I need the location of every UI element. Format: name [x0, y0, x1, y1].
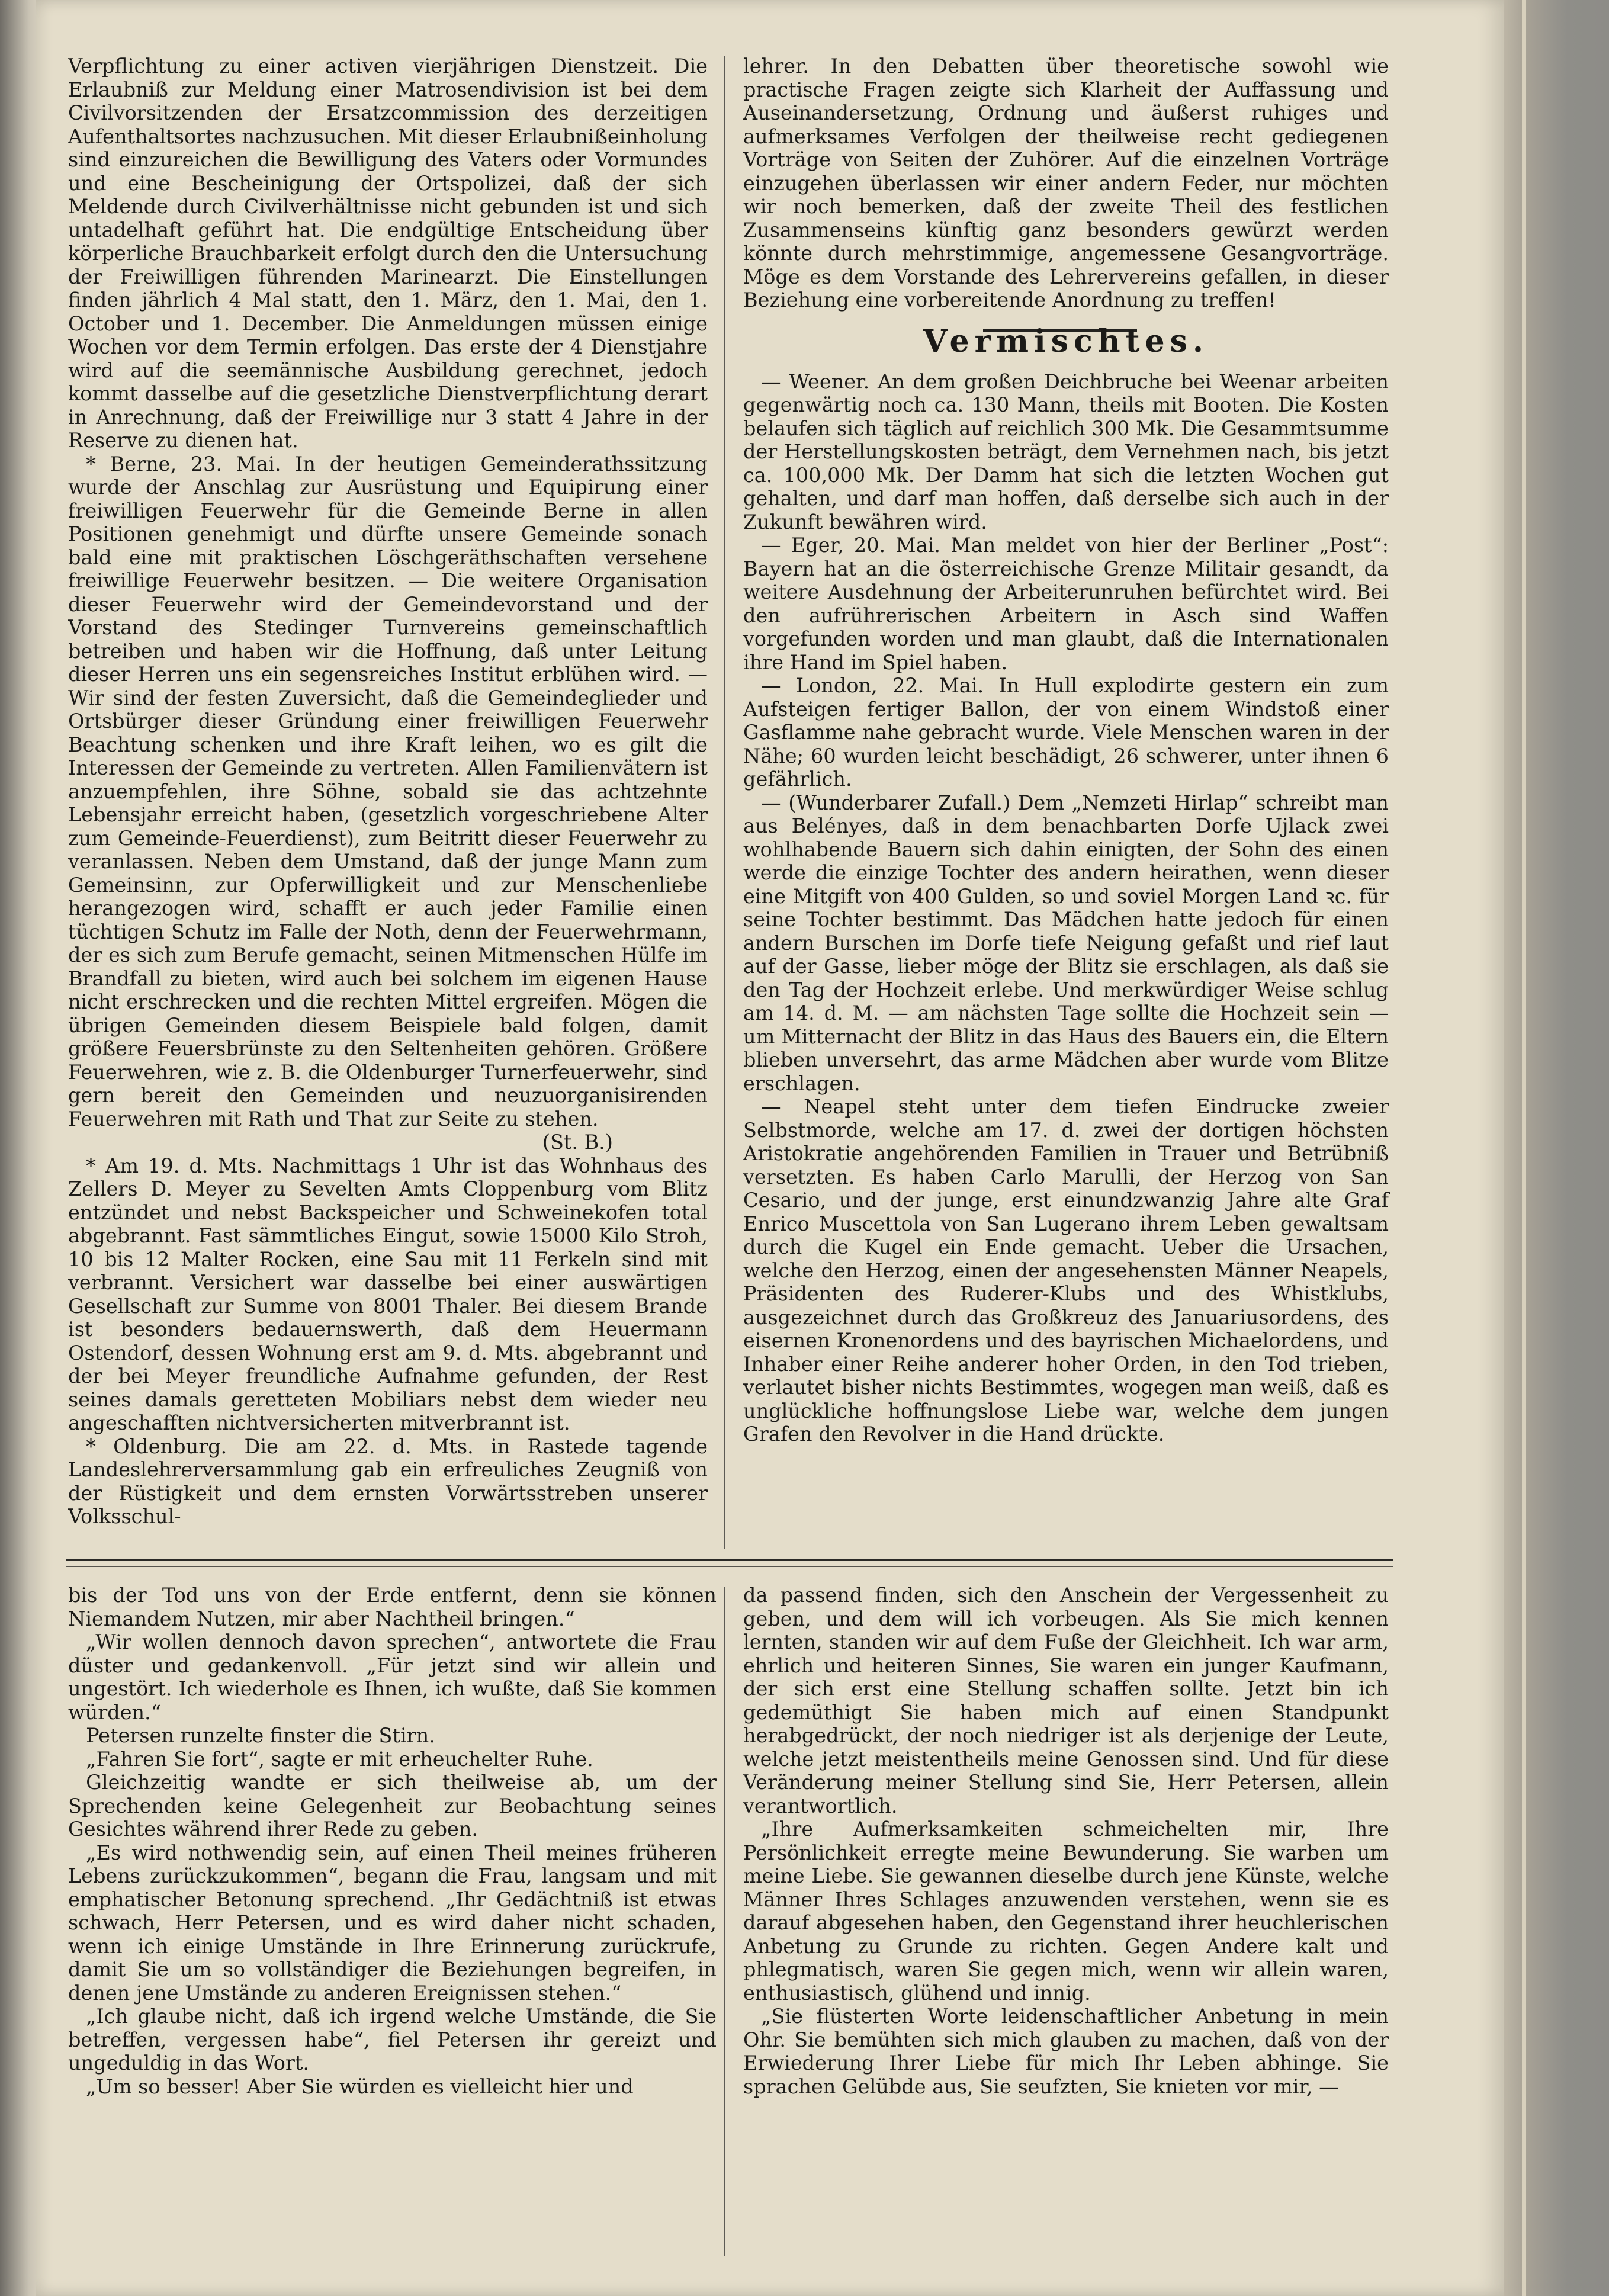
article-paragraph: lehrer. In den Debatten über theoretische sowohl wie practische Fragen zeigte sich Klarheit der Auffassung und Auseinandersetzung, Ordnung und äußerst ruhiges und aufmerksames Verfolgen der theilweise recht gediegenen Vorträge von Seiten der Zuhörer. Auf die einzelnen Vorträge einzugehen überlassen wir einer andern Feder, nur möchten wir noch bemerken, daß der zweite Theil des festlichen Zusammenseins künftig ganz besonders gewürzt werden könnte durch mehrstimmige, angemessene Gesangvorträge. Möge es dem Vorstande des Lehrervereins gefallen, in dieser Beziehung eine vorbereitende Anordnung zu treffen! — [743, 54, 1389, 312]
article-eger: — Eger, 20. Mai. Man meldet von hier der Berliner „Post“: Bayern hat an die österreichische Grenze Militair gesandt, da weitere Ausdehnung der Arbeiterunruhen befürchtet wird. Bei den aufrührerischen Arbeitern in Asch sind Waffen vorgefunden worden und man glaubt, daß die Internationalen ihre Hand im Spiel haben. — [743, 534, 1389, 674]
story-paragraph: „Sie flüsterten Worte leidenschaftlicher Anbetung in mein Ohr. Sie bemühten sich mich glauben zu machen, daß von der Erwiederung Ihrer Liebe für mich Ihr Leben abhinge. Sie sprachen Gelübde aus, Sie seufzten, Sie knieten vor mir, — — [743, 2005, 1389, 2098]
story-paragraph: „Um so besser! Aber Sie würden es vielleicht hier und — [86, 2075, 634, 2098]
article-neapel: — Neapel steht unter dem tiefen Eindrucke zweier Selbstmorde, welche am 17. d. zwei der dortigen höchsten Aristokratie angehörenden Familien in Trauer und Betrübniß versetzten. Es haben Carlo Marulli, der Herzog von San Cesario, und der junge, erst einundzwanzig Jahre alte Graf Enrico Muscettola von San Lugerano ihrem Leben gewaltsam durch die Kugel ein Ende gemacht. Ueber die Ursachen, welche den Herzog, einen der angesehensten Männer Neapels, Präsidenten des Ruderer-Klubs und des Whistklubs, ausgezeichnet durch das Großkreuz des Januariusordens, des eisernen Kronenordens und des bayrischen Michaelordens, und Inhaber einer Reihe anderer hoher Orden, in den Tod trieben, verlautet bisher nichts Bestimmtes, wogegen man weiß, daß es unglückliche hoffnungslose Liebe war, welche dem jungen Grafen den Revolver in die Hand drückte. — [743, 1095, 1389, 1446]
story-paragraph: „Fahren Sie fort“, sagte er mit erheuchelter Ruhe. — [86, 1747, 593, 1771]
article-weener: — Weener. An dem großen Deichbruche bei Weenar arbeiten gegenwärtig noch ca. 130 Mann, theils mit Booten. Die Kosten belaufen sich täglich auf reichlich 300 Mk. Die Gesammtsumme der Herstellungskosten beträgt, dem Vernehmen nach, bis jetzt ca. 100,000 Mk. Der Damm hat sich die letzten Wochen gut gehalten, und darf man hoffen, daß derselbe sich auch in der Zukunft bewähren wird. — [743, 370, 1389, 534]
story-paragraph: „Ihre Aufmerksamkeiten schmeichelten mir, Ihre Persönlichkeit erregte meine Bewunderung. Sie warben um meine Liebe. Sie gewannen dieselbe durch jene Künste, welche Männer Ihres Schlages anzuwenden verstehen, wenn sie es darauf abgesehen haben, den Gegenstand ihrer heuchlerischen Anbetung zu Grunde zu richten. Gegen Andere kalt und phlegmatisch, waren Sie gegen mich, wenn wir allein waren, enthusiastisch, glühend und innig. — [743, 1817, 1389, 2005]
article-oldenburg: * Oldenburg. Die am 22. d. Mts. in Rastede tagende Landeslehrerversammlung gab ein erfreuliches Zeugniß von der Rüstigkeit und dem ernsten Vorwärtsstreben unserer Volksschul- — [68, 1434, 708, 1528]
page-fold-line — [1522, 0, 1526, 2296]
article-wunderbarer-zufall: — (Wunderbarer Zufall.) Dem „Nemzeti Hirlap“ schreibt man aus Belényes, daß in dem benachbarten Dorfe Ujlack zwei wohlhabende Bauern sich dahin einigten, der Sohn des einen werde die einzige Tochter des andern heirathen, wenn dieser eine Mitgift von 400 Gulden, so und soviel Morgen Land ꝛc. für seine Tochter bestimmt. Das Mädchen hatte jedoch für einen andern Burschen im Dorfe tiefe Neigung gefaßt und rief laut auf der Gasse, lieber möge der Blitz sie erschlagen, als daß sie den Tag der Hochzeit erlebe. Und merkwürdiger Weise schlug am 14. d. M. — am nächsten Tage sollte die Hochzeit sein — um Mitternacht der Blitz in das Haus des Bauers ein, die Eltern blieben unversehrt, das arme Mädchen aber wurde vom Blitze erschlagen. — [743, 791, 1389, 1095]
article-cloppenburg: * Am 19. d. Mts. Nachmittags 1 Uhr ist das Wohnhaus des Zellers D. Meyer zu Sevelten Amts Cloppenburg vom Blitz entzündet und nebst Backspeicher und Schweinekofen total abgebrannt. Fast sämmtliches Eingut, sowie 15000 Kilo Stroh, 10 bis 12 Malter Rocken, eine Sau mit 11 Ferkeln sind mit verbrannt. Versichert war dasselbe bei einer auswärtigen Gesellschaft zur Summe von 8001 Thaler. Bei diesem Brande ist besonders bedauernswerth, daß dem Heuermann Ostendorf, dessen Wohnung erst am 9. d. Mts. abgebrannt und der bei Meyer freundliche Aufnahme gefunden, der Rest seines damals geretteten Mobiliars nebst dem wieder neu angeschafften nichtversicherten mitverbrannt ist. — [68, 1154, 708, 1434]
page-stack-edge — [1504, 0, 1609, 2296]
story-paragraph: „Es wird nothwendig sein, auf einen Theil meines früheren Lebens zurückzukommen“, begann die Frau, langsam und mit emphatischer Betonung sprechend. „Ihr Gedächtniß ist etwas schwach, Herr Petersen, und es wird daher nicht schaden, wenn ich einige Umstände in Ihre Erinnerung zurückrufe, damit Sie um so vollständiger die Beziehungen begreifen, in denen jene Umstände zu anderen Ereignissen stehen.“ — [68, 1841, 717, 2005]
story-paragraph: „Wir wollen dennoch davon sprechen“, antwortete die Frau düster und gedankenvoll. „Für jetzt sind wir allein und ungestört. Ich wiederhole es Ihnen, ich wußte, daß Sie kommen würden.“ — [68, 1630, 717, 1724]
article-london: — London, 22. Mai. In Hull explodirte gestern ein zum Aufsteigen fertiger Ballon, der von einem Windstoß einer Gasflamme nahe gebracht wurde. Viele Menschen waren in der Nähe; 60 wurden leicht beschädigt, 26 schwerer, unter ihnen 6 gefährlich. — [743, 674, 1389, 791]
feuilleton-column-right — [743, 1584, 1389, 2098]
article-berne: * Berne, 23. Mai. In der heutigen Gemeinderathssitzung wurde der Anschlag zur Ausrüstung und Equipirung einer freiwilligen Feuerwehr für die Gemeinde Berne in allen Positionen genehmigt und dürfte unsere Gemeinde sonach bald eine mit praktischen Löschgeräthschaften versehene freiwillige Feuerwehr besitzen. — Die weitere Organisation dieser Feuerwehr wird der Gemeindevorstand und der Vorstand des Stedinger Turnvereins gemeinschaftlich betreiben und haben wir die Hoffnung, daß unter Leitung dieser Herren uns ein segensreiches Institut erblühen wird. — Wir sind der festen Zuversicht, daß die Gemeindeglieder und Ortsbürger dieser Gründung einer freiwilligen Feuerwehr Beachtung schenken und ihre Kraft leihen, wo es gilt die Interessen der Gemeinde zu vertreten. Allen Familienvätern ist anzuempfehlen, ihre Söhne, sobald sie das achtzehnte Lebensjahr erreicht haben, (gesetzlich vorgeschriebene Alter zum Gemeinde-Feuerdienst), zum Beitritt dieser Feuerwehr zu veranlassen. Neben dem Umstand, daß der junge Mann zum Gemeinsinn, zur Opferwilligkeit und zur Menschenliebe herangezogen wird, schafft er auch jeder Familie einen tüchtigen Schutz im Falle der Noth, denn der Feuerwehrmann, der es sich zum Berufe gemacht, seinen Mitmenschen Hülfe im Brandfall zu bieten, wird auch bei solchem im eigenen Hause nicht erschrecken und die rechten Mittel ergreifen. Mögen die übrigen Gemeinden diesem Beispiele bald folgen, damit größere Feuersbrünste zu den Seltenheiten gehören. Größere Feuerwehren, wie z. B. die Oldenburger Turnerfeuerwehr, sind gern bereit den Gemeinden und neuzuorganisirenden Feuerwehren mit Rath und That zur Seite zu stehen. — [68, 452, 708, 1131]
section-heading-vermischtes: Vermischtes. — [923, 323, 1209, 359]
feuilleton-rule — [66, 1559, 1393, 1561]
feuilleton-column-left — [68, 1584, 717, 2098]
story-paragraph: „Ich glaube nicht, daß ich irgend welche Umstände, die Sie betreffen, vergessen habe“, fiel Petersen ihr gereizt und ungeduldig in das Wort. — [68, 2005, 717, 2075]
article-paragraph: Verpflichtung zu einer activen vierjährigen Dienstzeit. Die Erlaubniß zur Meldung einer Matrosendivision ist bei dem Civilvorsitzenden der Ersatzcommission des derzeitigen Aufenthaltsortes nachzusuchen. Mit dieser Erlaubnißeinholung sind einzureichen die Bewilligung des Vaters oder Vormundes und eine Bescheinigung der Ortspolizei, daß der sich Meldende durch Civilverhältnisse nicht gebunden ist und sich untadelhaft geführt hat. Die endgültige Entscheidung über körperliche Brauchbarkeit erfolgt durch den die Untersuchung der Freiwilligen führenden Marinearzt. Die Einstellungen finden jährlich 4 Mal statt, den 1. März, den 1. Mai, den 1. October und 1. December. Die Anmeldungen müssen einige Wochen vor dem Termin erfolgen. Das erste der 4 Dienstjahre wird auf die seemännische Ausbildung gerechnet, jedoch kommt dasselbe auf die gesetzliche Dienstverpflichtung derart in Anrechnung, daß der Freiwillige nur 3 statt 4 Jahre in der Reserve zu dienen hat. — [68, 54, 708, 452]
story-paragraph: Petersen runzelte finster die Stirn. — [86, 1724, 435, 1747]
article-source-signature: (St. B.) — [542, 1131, 613, 1154]
feuilleton-rule-thin — [66, 1566, 1393, 1567]
column-divider-top — [724, 56, 725, 1549]
news-column-left — [68, 54, 708, 1528]
news-column-right — [743, 54, 1389, 1446]
column-divider-bottom — [724, 1587, 725, 2256]
story-paragraph: Gleichzeitig wandte er sich theilweise ab, um der Sprechenden keine Gelegenheit zur Beobachtung seines Gesichtes während ihrer Rede zu geben. — [68, 1771, 717, 1841]
story-paragraph: bis der Tod uns von der Erde entfernt, denn sie können Niemandem Nutzen, mir aber Nachtheil bringen.“ — [68, 1584, 717, 1630]
story-paragraph: da passend finden, sich den Anschein der Vergessenheit zu geben, und dem will ich vorbeugen. Als Sie mich kennen lernten, standen wir auf dem Fuße der Gleichheit. Ich war arm, ehrlich und heiteren Sinnes, Sie waren ein junger Kaufmann, der sich erst eine Stellung schaffen sollte. Jetzt bin ich gedemüthigt Sie haben mich auf einen Standpunkt herabgedrückt, der noch niedriger ist als derjenige der Leute, welche jetzt meistentheils meine Genossen sind. Und für diese Veränderung meiner Stellung sind Sie, Herr Petersen, allein verantwortlich. — [743, 1584, 1389, 1817]
